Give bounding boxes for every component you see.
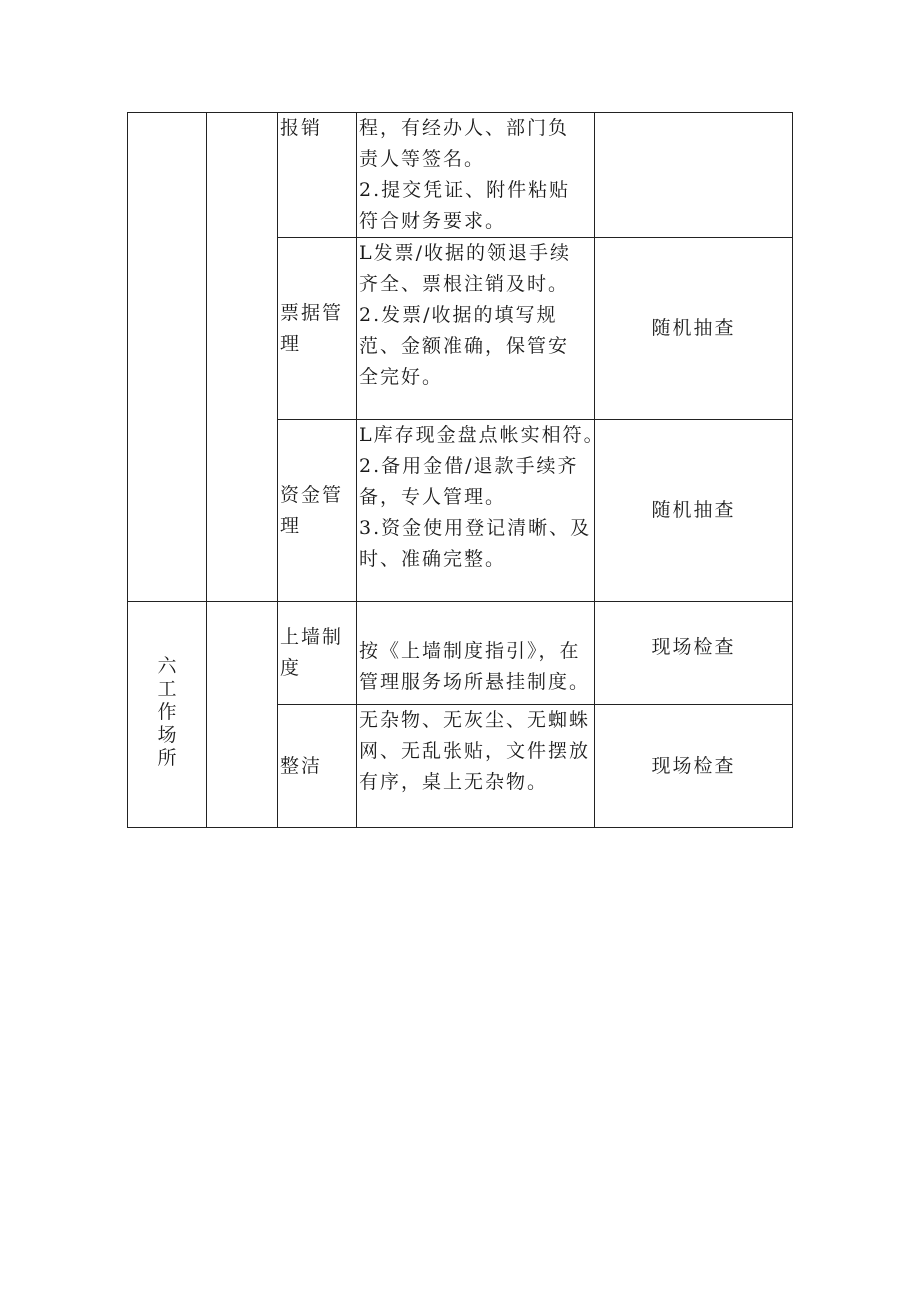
standard-line: 网、无乱张贴，文件摆放 [359, 740, 591, 762]
item-cell [278, 113, 357, 238]
method-cell [595, 113, 793, 238]
standard-line: L发票/收据的领退手续 [359, 242, 572, 264]
method-cell [595, 420, 793, 602]
standard-cell [357, 705, 595, 828]
standard-cell [357, 602, 595, 705]
method-label: 现场检查 [651, 754, 736, 777]
item-label: 上墙制度 [280, 626, 344, 679]
standard-cell [357, 113, 595, 238]
standard-line: 全完好。 [359, 366, 444, 388]
table-row [128, 602, 793, 705]
item-label: 票据管理 [280, 301, 344, 355]
standard-line: 按《上墙制度指引》，在 [359, 640, 581, 662]
subcategory-cell [207, 602, 278, 828]
standard-line: L库存现金盘点帐实相符。 [359, 424, 605, 446]
category-cell-empty [128, 113, 207, 602]
item-cell [278, 705, 357, 828]
standard-line: 备，专人管理。 [359, 486, 507, 508]
standard-cell [357, 420, 605, 602]
standard-line: 管理服务场所悬挂制度。 [359, 671, 591, 693]
standard-line: 2.发票/收据的填写规 [359, 304, 558, 326]
method-label: 随机抽查 [651, 317, 736, 339]
standard-line: 2.提交凭证、附件粘贴 [359, 179, 571, 201]
standard-line: 齐全、票根注销及时。 [359, 273, 570, 295]
category-cell [128, 602, 207, 828]
standard-line: 有序，桌上无杂物。 [359, 771, 549, 793]
item-cell [278, 238, 357, 420]
item-label: 资金管理 [280, 483, 344, 537]
method-label: 随机抽查 [651, 499, 736, 521]
standard-line: 范、金额准确，保管安 [359, 335, 570, 357]
method-label: 现场检查 [651, 635, 736, 658]
standard-line: 3.资金使用登记清晰、及 [359, 517, 592, 539]
standard-line: 责人等签名。 [359, 148, 486, 170]
table-row [128, 113, 793, 238]
method-cell [595, 238, 793, 420]
standard-line: 无杂物、无灰尘、无蜘蛛 [359, 709, 591, 731]
item-cell [278, 420, 357, 602]
standard-line: 符合财务要求。 [359, 210, 507, 232]
method-cell [595, 705, 793, 828]
category-label: 六工作场所 [157, 655, 177, 769]
inspection-standards-table [127, 112, 793, 828]
method-cell [595, 602, 793, 705]
item-label: 报销 [280, 117, 323, 139]
item-label: 整洁 [280, 754, 323, 777]
item-cell [278, 602, 357, 705]
standard-line: 时、准确完整。 [359, 548, 507, 570]
standard-line: 2.备用金借/退款手续齐 [359, 455, 579, 477]
standard-line: 程，有经办人、部门负 [359, 117, 570, 139]
subcategory-cell [207, 113, 278, 602]
standard-cell [357, 238, 595, 420]
